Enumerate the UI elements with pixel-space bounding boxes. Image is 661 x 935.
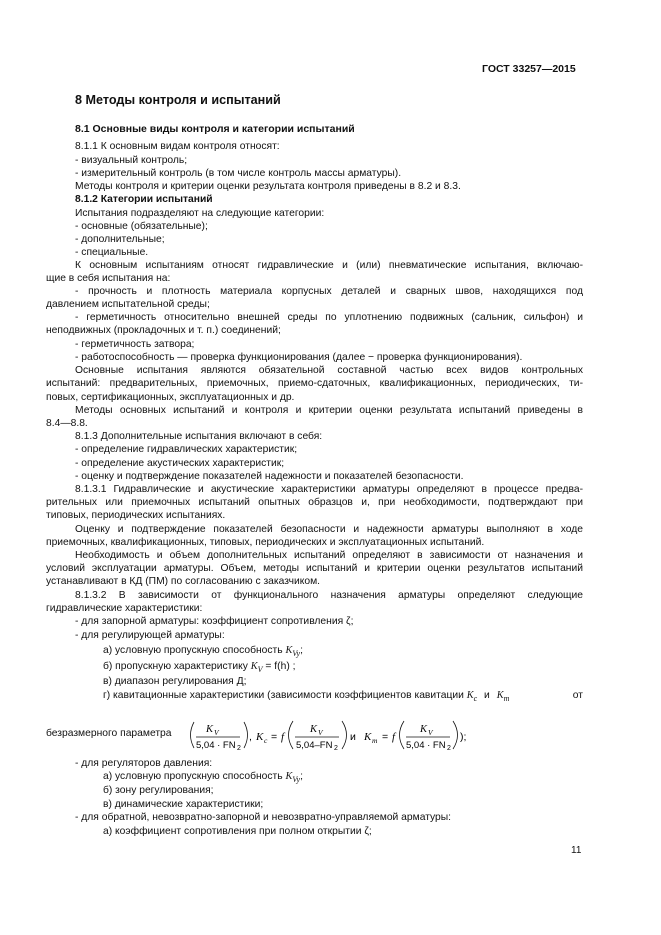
text-line: Методы основных испытаний и контроля и критерии оценки результата испытаний приведены в: [75, 405, 583, 416]
text-line: Необходимость и объем дополнительных испытаний определяют в зависимости от назначения и: [75, 550, 583, 561]
text-line: безразмерного параметра: [46, 728, 172, 739]
text-line: рительных или приемочных испытаний опытных образцов и, при необходимости, подтверждают при: [46, 497, 583, 508]
document-header: ГОСТ 33257—2015: [482, 63, 576, 75]
text-line: неподвижных (прокладочных и т. п.) соединений;: [46, 325, 281, 336]
text-line: 8.4—8.8.: [46, 418, 88, 429]
svg-text:K: K: [256, 731, 264, 743]
svg-text:2: 2: [447, 745, 451, 752]
text-line: Испытания подразделяют на следующие категории:: [75, 208, 325, 219]
text-line: - прочность и плотность материала корпусных деталей и сварных швов, находящихся под: [75, 286, 583, 297]
text-line: - герметичность относительно внешней среды по уплотнению подвижных (сальник, сильфон) и: [75, 312, 583, 323]
text-line: - герметичность затвора;: [75, 339, 195, 350]
text-line: б) зону регулирования;: [103, 785, 214, 796]
svg-text:V: V: [318, 728, 323, 737]
clause-title: 8.1.2 Категории испытаний: [75, 194, 213, 205]
text-line: испытаний: предварительных, приемочных, приемо-сдаточных, квалификационных, периодических, ти-: [46, 378, 583, 389]
svg-text:5,04 · FN: 5,04 · FN: [196, 740, 236, 751]
svg-text:m: m: [372, 736, 378, 745]
svg-text:);: );: [460, 731, 467, 743]
text-line: - визуальный контроль;: [75, 155, 188, 166]
text-line: Основные испытания являются обязательной составной частью всех видов контрольных: [75, 365, 583, 376]
text-line: устанавливают в КД (ПМ) по согласованию с заказчиком.: [46, 576, 321, 587]
text-line: К основным испытаниям относят гидравлические и (или) пневматические испытания, включаю-: [75, 260, 583, 271]
text-line: Оценку и подтверждение показателей безопасности и надежности арматуры выполняют в ходе: [75, 524, 583, 535]
text-line: - для обратной, невозвратно-запорной и невозвратно-управляемой арматуры:: [75, 812, 452, 823]
svg-text:,: ,: [249, 731, 252, 743]
svg-text:2: 2: [237, 745, 241, 752]
text-line: - оценку и подтверждение показателей надежности и показателей безопасности.: [75, 471, 464, 482]
svg-text:5,04 · FN: 5,04 · FN: [406, 740, 446, 751]
text-line: - для запорной арматуры: коэффициент сопротивления ζ;: [75, 616, 354, 627]
subsection-title: 8.1 Основные виды контроля и категории испытаний: [75, 123, 355, 135]
text-line: б) пропускную характеристику $K_V = f(h)$ ;: [103, 661, 296, 675]
text-line: в) диапазон регулирования Д;: [103, 676, 247, 687]
text-line: 8.1.3.2 В зависимости от функционального назначения арматуры определяют следующие: [75, 590, 583, 601]
text-line: условий эксплуатации арматуры. Объем, методы испытаний и критерии оценки результатов испытаний: [46, 563, 583, 574]
text-line: Методы контроля и критерии оценки результата контроля приведены в 8.2 и 8.3.: [75, 181, 461, 192]
svg-text:K: K: [310, 724, 318, 735]
svg-text:K: K: [420, 724, 428, 735]
text-line: - определение гидравлических характеристик;: [75, 444, 298, 455]
svg-text:f: f: [392, 731, 396, 743]
text-line: гидравлические характеристики:: [46, 603, 203, 614]
svg-text:f: f: [281, 731, 285, 743]
svg-text:=: =: [271, 731, 278, 743]
text-line: г) кавитационные характеристики (зависимости коэффициентов кавитации $K_c$ и $K_m$ от: [103, 690, 583, 704]
svg-text:V: V: [214, 728, 219, 737]
text-line: - дополнительные;: [75, 234, 165, 245]
section-title: 8 Методы контроля и испытаний: [75, 93, 281, 107]
text-line: - измерительный контроль (в том числе контроль массы арматуры).: [75, 168, 402, 179]
text-line: - основные (обязательные);: [75, 221, 208, 232]
text-line: щие в себя испытания на:: [46, 273, 171, 284]
math-k: K: [285, 645, 293, 656]
svg-text:K: K: [364, 731, 372, 743]
text-line: 8.1.3 Дополнительные испытания включают в себя:: [75, 431, 323, 442]
text-line: в) динамические характеристики;: [103, 799, 264, 810]
text-line: повых, сертификационных, эксплуатационных и др.: [46, 392, 295, 403]
text-line: а) условную пропускную способность $K_{Vy}$;: [103, 645, 303, 659]
svg-text:5,04–FN: 5,04–FN: [296, 740, 333, 751]
text-line: - специальные.: [75, 247, 149, 258]
text-line: типовых, периодических испытаниях.: [46, 510, 226, 521]
svg-text:c: c: [264, 736, 268, 745]
text-line: а) условную пропускную способность $K_{Vy}$;: [103, 771, 303, 785]
text-line: - для регулирующей арматуры:: [75, 630, 225, 641]
text-line: 8.1.1 К основным видам контроля относят:: [75, 141, 280, 152]
svg-text:2: 2: [334, 745, 338, 752]
svg-text:K: K: [206, 724, 214, 735]
page-number: 11: [571, 845, 582, 856]
text-line: а) коэффициент сопротивления при полном открытии ζ;: [103, 826, 372, 837]
cavitation-formula: [46, 716, 606, 754]
text-line: 8.1.3.1 Гидравлические и акустические характеристики арматуры определяют в процессе предва-: [75, 484, 583, 495]
formula-svg: [46, 716, 606, 754]
svg-text:и: и: [350, 731, 356, 743]
text-line: давлением испытательной среды;: [46, 299, 210, 310]
svg-text:V: V: [428, 728, 433, 737]
text-line: приемочных, квалификационных, типовых, периодических и эксплуатационных испытаний.: [46, 537, 485, 548]
svg-text:=: =: [382, 731, 389, 743]
text-line: - определение акустических характеристик;: [75, 458, 285, 469]
text-line: - для регуляторов давления:: [75, 758, 213, 769]
text-line: - работоспособность — проверка функционирования (далее − проверка функционирования).: [75, 352, 523, 363]
